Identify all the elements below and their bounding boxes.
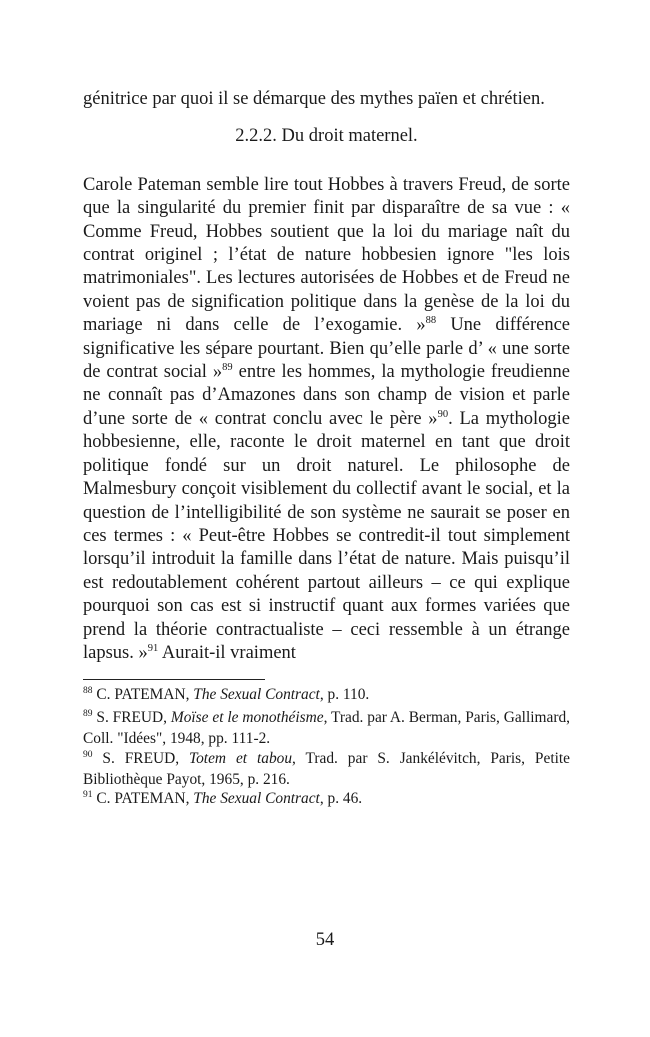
footnote-details: , p. 110.	[319, 686, 370, 704]
footnote-author: C. PATEMAN,	[96, 686, 194, 704]
footnotes	[83, 686, 570, 811]
footnote-91	[83, 790, 570, 811]
paragraph-segment: entre les hommes, la mythologie freudienne ne connaît pas d’Amazones dans son champ de vision et parle d’une sorte de « contrat conclu avec le père »	[83, 362, 570, 429]
footnote-90	[83, 750, 570, 789]
footnote-title: Moïse et le monothéisme	[170, 709, 324, 727]
footnote-title: The Sexual Contract	[193, 686, 320, 704]
footnote-title: Totem et tabou	[188, 749, 293, 767]
footnote-89	[83, 709, 570, 748]
section-heading: 2.2.2. Du droit maternel.	[235, 126, 418, 147]
footnote-ref-90[interactable]: 90	[437, 408, 449, 420]
footnote-title: The Sexual Contract	[193, 790, 320, 808]
footnote-author: C. PATEMAN,	[96, 790, 194, 808]
footnote-ref-88[interactable]: 88	[425, 315, 437, 327]
footnote-details: , p. 46.	[319, 790, 363, 808]
footnote-number: 91	[83, 790, 93, 801]
footnote-details: , Trad. par S. Jankélévitch, Paris, Petite Bibliothèque Payot, 1965, p. 216.	[83, 749, 570, 788]
footnote-number: 88	[83, 686, 93, 697]
footnote-ref-91[interactable]: 91	[147, 642, 159, 654]
footnote-author: S. FREUD,	[96, 709, 171, 727]
footnote-details: , Trad. par A. Berman, Paris, Gallimard, Coll. "Idées", 1948, pp. 111-2.	[83, 709, 570, 747]
paragraph-segment: Carole Pateman semble lire tout Hobbes à travers Freud, de sorte que la singularité du premier finit par disparaître de sa vue : « Comme Freud, Hobbes soutient que la loi du mariage naît du contrat originel ; l’état de nature hobbesien ignore "les lois matrimoniales". Les lectures autorisées de Hobbes et de Freud ne voient pas de signification politique dans la genèse de la loi du mariage ni dans celle de l’exogamie. »	[83, 174, 570, 336]
paragraph-segment: Aurait-il vraiment	[158, 642, 296, 663]
paragraph-segment: Une différence significative les sépare pourtant. Bien qu’elle parle d’ « une sorte de contrat social »	[83, 315, 570, 383]
footnote-ref-89[interactable]: 89	[222, 362, 233, 374]
footnote-number: 89	[83, 709, 93, 720]
main-paragraph	[83, 174, 570, 666]
footnote-number: 90	[83, 749, 93, 760]
page-content	[83, 88, 570, 813]
paragraph-segment: . La mythologie hobbesienne, elle, raconte le droit maternel en tant que droit politique fondé sur un droit naturel. Le philosophe de Malmesbury conçoit visiblement du collectif avant le social, et la question de l’intelligibilité de son système ne saurait se poser en ces termes : « Peut-être Hobbes se contredit-il tout simplement lorsqu’il introduit la famille dans l’état de nature. Mais puisqu’il est redoutablement cohérent partout ailleurs – ce qui explique pourquoi son cas est si instructif quant aux formes variées que prend la théorie contractualiste – ceci ressemble à un étrange lapsus. »	[83, 408, 570, 663]
footnote-author: S. FREUD,	[102, 749, 189, 767]
footnote-divider	[83, 679, 265, 680]
footnote-88	[83, 686, 570, 707]
intro-paragraph-end: génitrice par quoi il se démarque des mythes païen et chrétien.	[83, 89, 545, 109]
page-number: 54	[315, 930, 335, 950]
